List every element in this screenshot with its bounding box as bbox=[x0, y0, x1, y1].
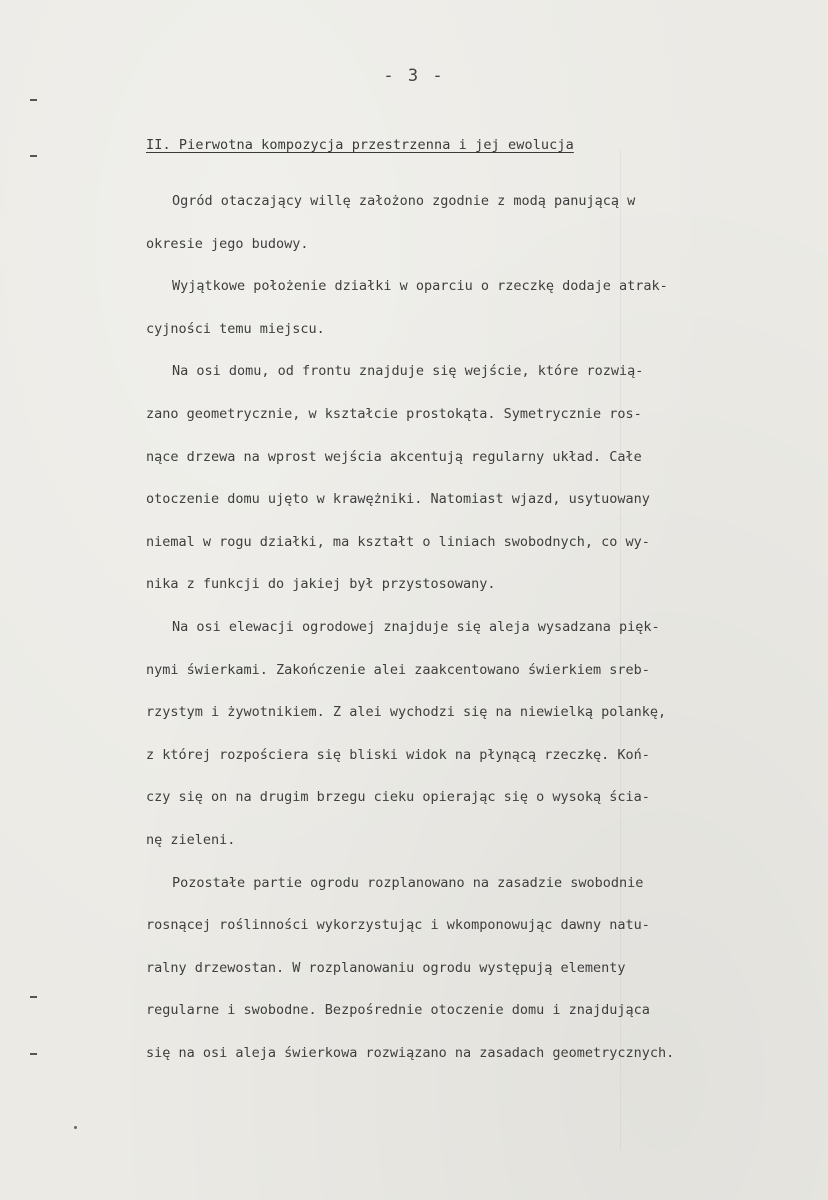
text-line: Wyjątkowe położenie działki w oparciu o rzeczkę dodaje atrak- bbox=[172, 278, 668, 295]
margin-mark bbox=[30, 155, 37, 157]
text-line: Ogród otaczający willę założono zgodnie z modą panującą w bbox=[172, 193, 636, 209]
text-line: zano geometrycznie, w kształcie prostokąta. Symetrycznie ros- bbox=[146, 405, 642, 422]
text-line: okresie jego budowy. bbox=[146, 235, 309, 252]
text-line: niemal w rogu działki, ma kształt o liniach swobodnych, co wy- bbox=[146, 533, 650, 550]
text-line: rzystym i żywotnikiem. Z alei wychodzi się na niewielką polankę, bbox=[146, 704, 667, 721]
text-line: nymi świerkami. Zakończenie alei zaakcentowano świerkiem sreb- bbox=[146, 661, 650, 678]
text-line: regularne i swobodne. Bezpośrednie otoczenie domu i znajdująca bbox=[146, 1002, 650, 1019]
margin-mark bbox=[30, 99, 37, 101]
page-number: - 3 - bbox=[383, 66, 445, 86]
text-line: czy się on na drugim brzegu cieku opierając się o wysoką ścia- bbox=[146, 789, 650, 806]
body-text bbox=[146, 180, 816, 1074]
text-line: otoczenie domu ujęto w krawężniki. Natomiast wjazd, usytuowany bbox=[146, 491, 650, 508]
margin-mark bbox=[30, 1053, 37, 1055]
text-line: z której rozpościera się bliski widok na płynącą rzeczkę. Koń- bbox=[146, 746, 650, 763]
text-line: ralny drzewostan. W rozplanowaniu ogrodu występują elementy bbox=[146, 959, 626, 976]
text-line: cyjności temu miejscu. bbox=[146, 320, 325, 337]
text-line: Na osi elewacji ogrodowej znajduje się aleja wysadzana pięk- bbox=[172, 618, 660, 635]
text-line: rosnącej roślinności wykorzystując i wkomponowując dawny natu- bbox=[146, 917, 650, 934]
text-line: Pozostałe partie ogrodu rozplanowano na zasadzie swobodnie bbox=[172, 874, 644, 891]
margin-mark bbox=[30, 996, 37, 998]
paper-speck bbox=[74, 1126, 77, 1129]
text-line: nika z funkcji do jakiej był przystosowany. bbox=[146, 576, 496, 593]
text-line: się na osi aleja świerkowa rozwiązano na zasadach geometrycznych. bbox=[146, 1044, 675, 1061]
text-line: Na osi domu, od frontu znajduje się wejście, które rozwią- bbox=[172, 363, 644, 380]
section-heading: II. Pierwotna kompozycja przestrzenna i jej ewolucja bbox=[146, 137, 574, 153]
text-line: nę zieleni. bbox=[146, 831, 236, 848]
text-line: nące drzewa na wprost wejścia akcentują regularny układ. Całe bbox=[146, 448, 642, 465]
